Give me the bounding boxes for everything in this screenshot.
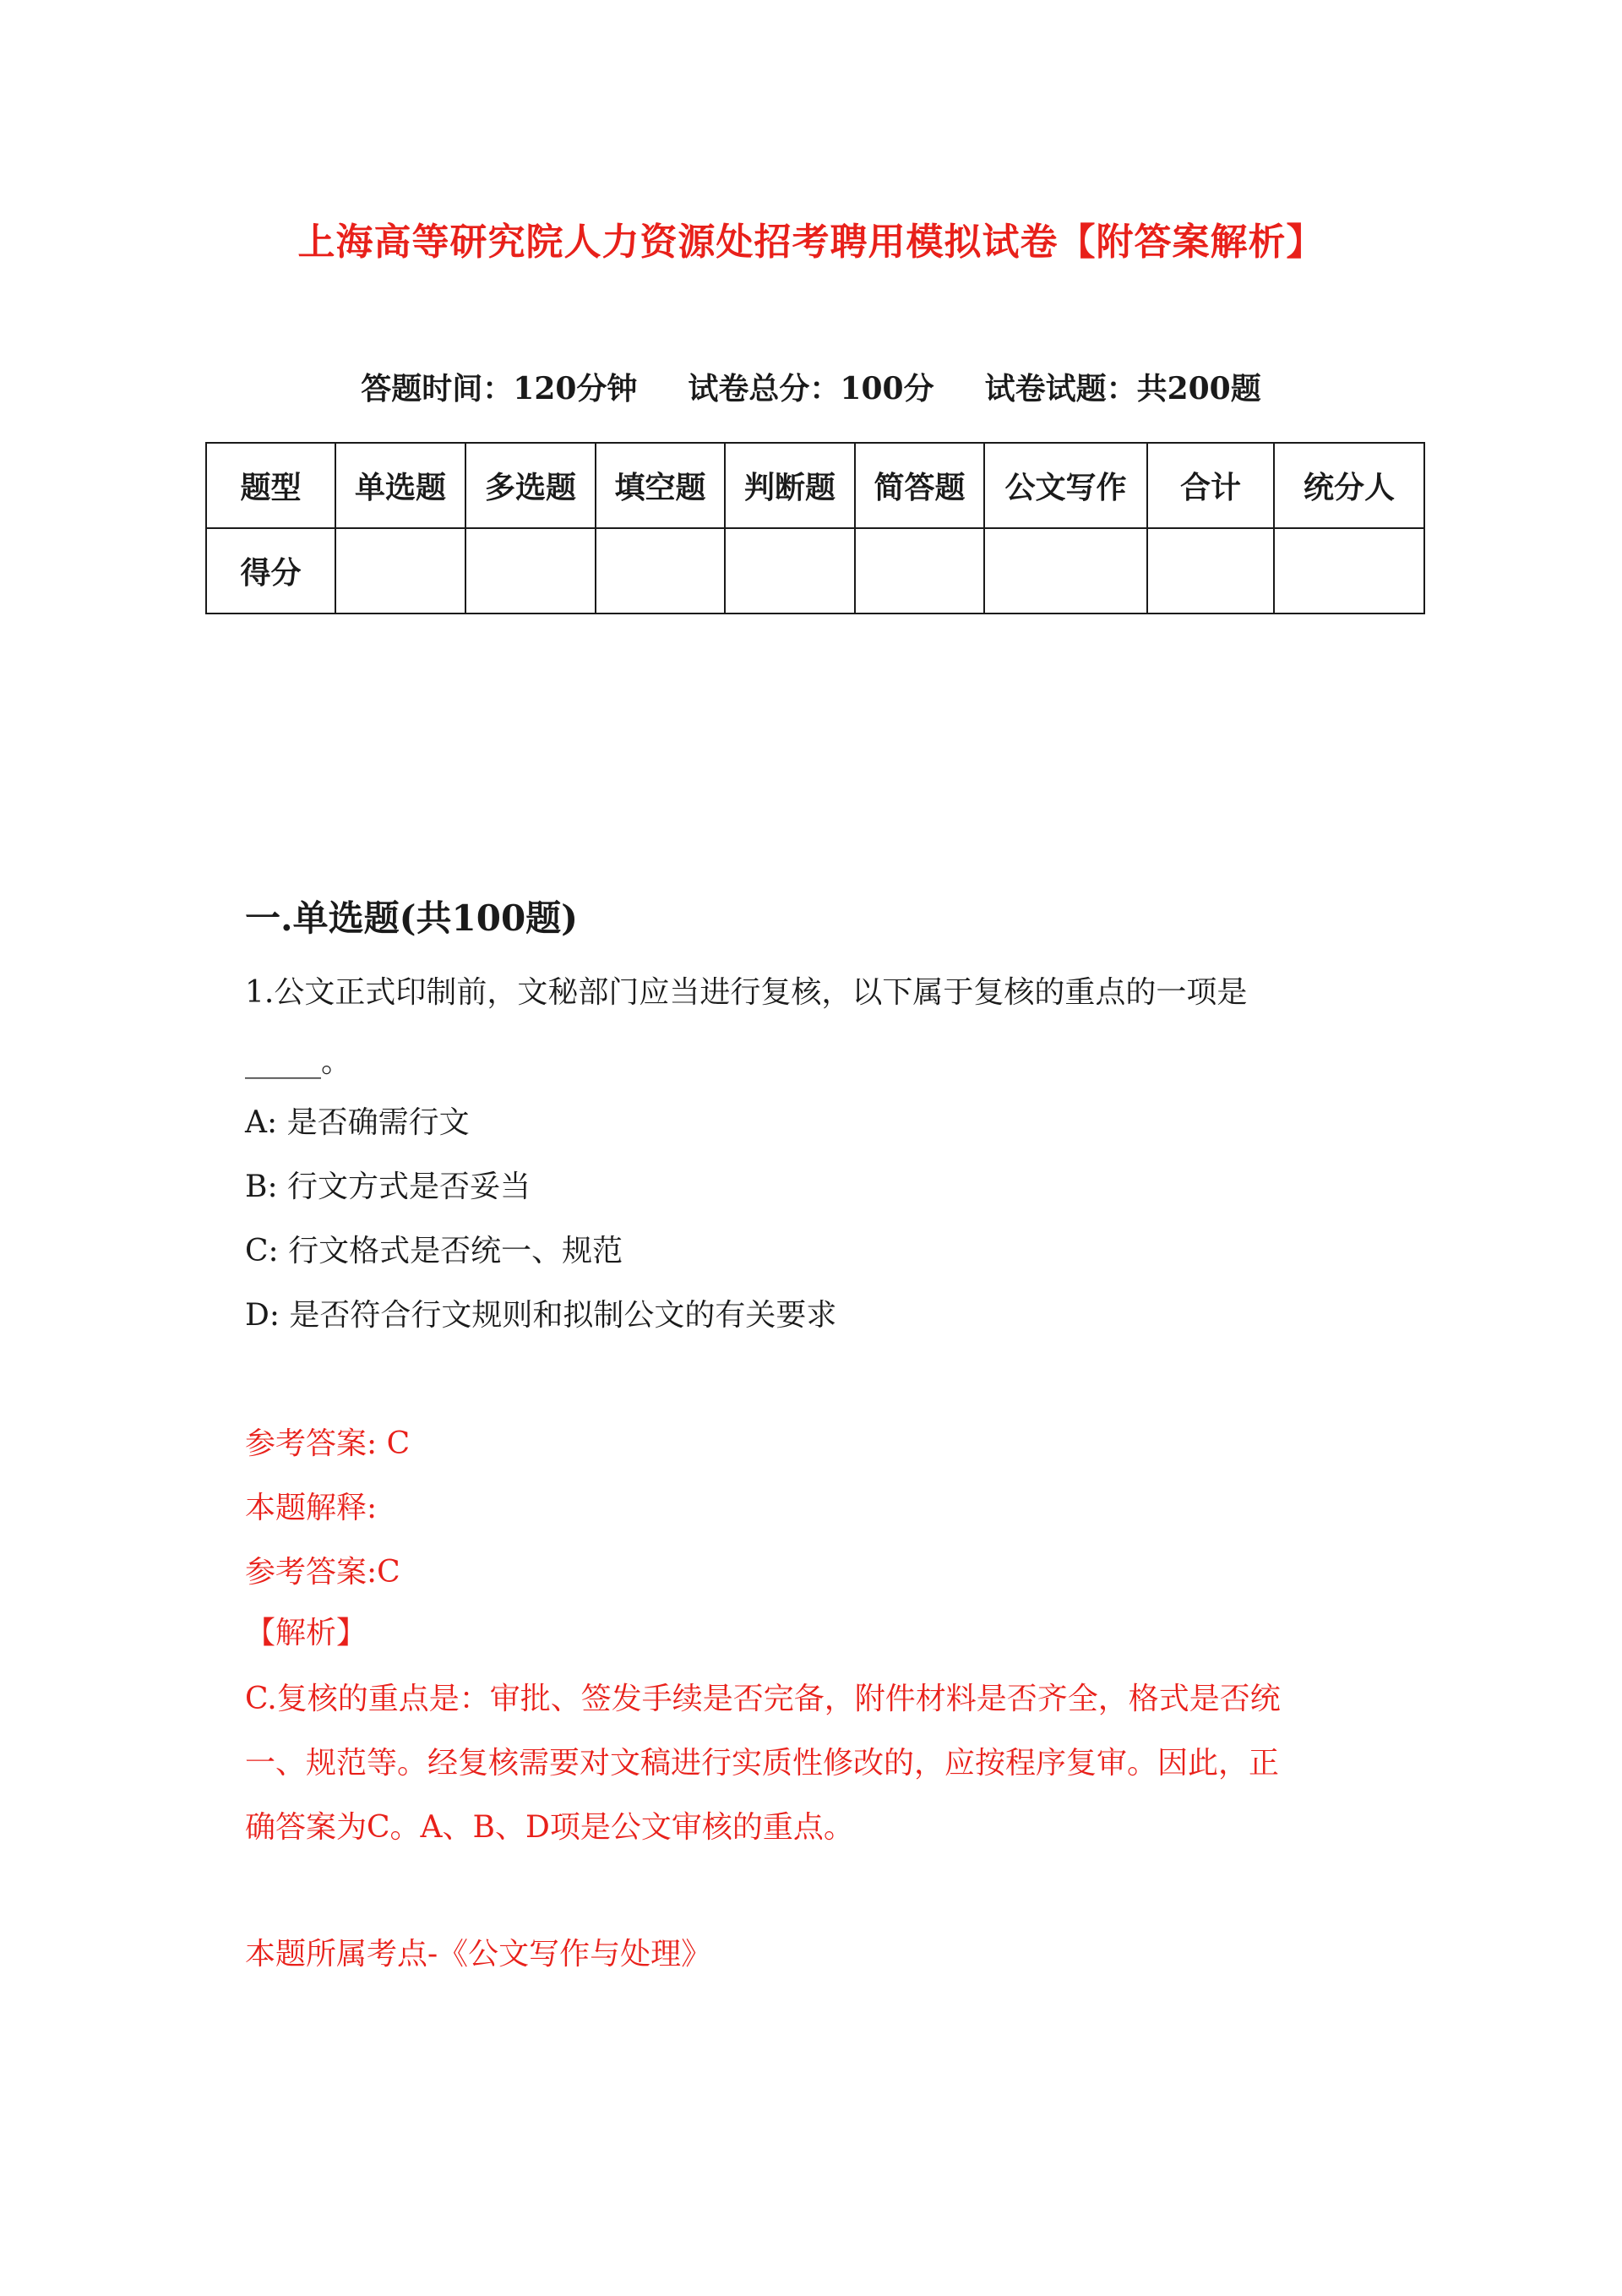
table-row-label: 得分	[206, 528, 335, 614]
section-heading: 一.单选题(共100题)	[245, 897, 579, 939]
score-cell	[1274, 528, 1424, 614]
explanation-label: 本题解释:	[245, 1491, 378, 1525]
table-header-cell: 统分人	[1274, 443, 1424, 528]
table-header-cell: 公文写作	[984, 443, 1147, 528]
score-cell	[596, 528, 725, 614]
score-cell	[465, 528, 596, 614]
question-stem: 1.公文正式印制前，文秘部门应当进行复核，以下属于复核的重点的一项是	[245, 975, 1248, 1010]
score-table-score-row	[206, 528, 1424, 614]
analysis-label: 【解析】	[245, 1616, 367, 1650]
table-header-cell: 合计	[1147, 443, 1274, 528]
reference-answer-repeat: 参考答案:C	[245, 1555, 400, 1590]
table-header-cell: 题型	[206, 443, 335, 528]
topic-line: 本题所属考点-《公文写作与处理》	[245, 1937, 712, 1972]
document-title: 上海高等研究院人力资源处招考聘用模拟试卷【附答案解析】	[297, 221, 1325, 264]
table-header-cell: 多选题	[465, 443, 596, 528]
option-a: A: 是否确需行文	[245, 1105, 470, 1140]
option-d: D: 是否符合行文规则和拟制公文的有关要求	[245, 1298, 837, 1333]
table-header-cell: 简答题	[855, 443, 984, 528]
reference-answer: 参考答案: C	[245, 1426, 411, 1461]
analysis-line: C.复核的重点是：审批、签发手续是否完备，附件材料是否齐全，格式是否统	[245, 1682, 1281, 1716]
score-cell	[984, 528, 1147, 614]
table-header-cell: 填空题	[596, 443, 725, 528]
option-b: B: 行文方式是否妥当	[245, 1170, 531, 1204]
exam-info	[0, 365, 1622, 408]
score-table-header-row	[206, 443, 1424, 528]
question-stem-blank: _____。	[245, 1044, 352, 1079]
exam-time: 答题时间：120分钟	[361, 371, 638, 406]
option-c: C: 行文格式是否统一、规范	[245, 1234, 623, 1268]
table-header-cell: 判断题	[725, 443, 855, 528]
score-cell	[335, 528, 465, 614]
exam-question-count: 试卷试题：共200题	[984, 371, 1261, 406]
score-cell	[725, 528, 855, 614]
score-cell	[855, 528, 984, 614]
score-cell	[1147, 528, 1274, 614]
exam-total-score: 试卷总分：100分	[688, 371, 934, 406]
analysis-line: 确答案为C。A、B、D项是公文审核的重点。	[245, 1810, 854, 1845]
score-table	[205, 442, 1425, 614]
analysis-line: 一、规范等。经复核需要对文稿进行实质性修改的，应按程序复审。因此，正	[245, 1746, 1280, 1781]
table-header-cell: 单选题	[335, 443, 465, 528]
